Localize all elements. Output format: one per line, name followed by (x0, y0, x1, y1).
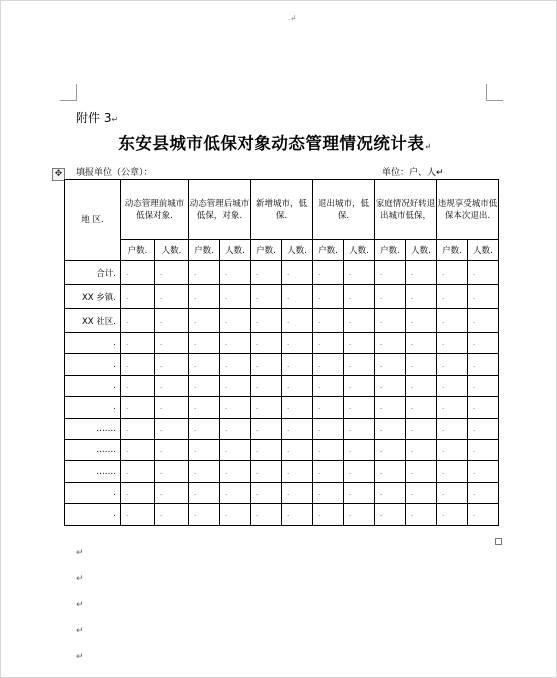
table-cell[interactable]: . (468, 309, 499, 333)
subheader-households: 户数. (437, 240, 468, 261)
table-cell[interactable]: . (344, 461, 375, 482)
table-row (65, 418, 499, 439)
attachment-text: 附件 3 (76, 111, 112, 125)
table-cell[interactable]: . (375, 375, 406, 396)
fill-unit-label: 填报单位（公章）： (76, 168, 153, 178)
table-resize-handle[interactable] (495, 538, 502, 545)
table-cell[interactable]: . (220, 461, 251, 482)
table-cell[interactable]: . (282, 261, 313, 285)
table-cell[interactable]: . (375, 482, 406, 503)
table-cell[interactable]: . (406, 333, 437, 354)
table-cell[interactable]: . (375, 397, 406, 418)
subheader-people: 人数. (155, 240, 189, 261)
row-label: ……. (65, 418, 121, 439)
table-cell[interactable]: . (344, 482, 375, 503)
table-cell[interactable]: . (468, 439, 499, 460)
table-cell[interactable]: . (344, 285, 375, 309)
subheader-people: 人数. (344, 240, 375, 261)
row-label: . (65, 354, 121, 375)
table-cell[interactable]: . (251, 482, 282, 503)
table-cell[interactable]: . (155, 285, 189, 309)
table-cell[interactable]: . (220, 285, 251, 309)
table-cell[interactable]: . (437, 482, 468, 503)
table-cell[interactable]: . (406, 375, 437, 396)
table-row (65, 285, 499, 309)
table-cell[interactable]: . (468, 504, 499, 525)
row-label: . (65, 375, 121, 396)
table-cell[interactable]: . (313, 309, 344, 333)
table-cell[interactable]: . (189, 461, 220, 482)
table-cell[interactable]: . (220, 309, 251, 333)
attachment-label (76, 109, 118, 126)
table-cell[interactable]: . (155, 333, 189, 354)
table-cell[interactable]: . (375, 309, 406, 333)
table-cell[interactable]: . (344, 333, 375, 354)
table-cell[interactable]: . (437, 375, 468, 396)
table-cell[interactable]: . (121, 439, 155, 460)
table-cell[interactable]: . (437, 354, 468, 375)
table-row (65, 504, 499, 525)
table-cell[interactable]: . (468, 397, 499, 418)
table-header-row (65, 180, 499, 240)
table-row (65, 461, 499, 482)
table-cell[interactable]: . (251, 418, 282, 439)
table-cell[interactable]: . (468, 461, 499, 482)
table-cell[interactable]: . (375, 261, 406, 285)
table-cell[interactable]: . (282, 285, 313, 309)
table-cell[interactable]: . (313, 504, 344, 525)
header-group: 违规享受城市低保本次退出. (437, 180, 499, 240)
table-cell[interactable]: . (155, 461, 189, 482)
table-cell[interactable]: . (155, 375, 189, 396)
table-cell[interactable]: . (189, 375, 220, 396)
table-cell[interactable]: . (121, 504, 155, 525)
table-cell[interactable]: . (121, 375, 155, 396)
table-cell[interactable]: . (406, 461, 437, 482)
table-cell[interactable]: . (220, 354, 251, 375)
table-cell[interactable]: . (437, 261, 468, 285)
table-cell[interactable]: . (406, 397, 437, 418)
header-group: 新增城市，低保. (251, 180, 313, 240)
row-label: . (65, 397, 121, 418)
table-cell[interactable]: . (155, 482, 189, 503)
row-label: XX 社区. (65, 309, 121, 333)
table-cell[interactable]: . (121, 309, 155, 333)
table-cell[interactable]: . (406, 285, 437, 309)
subheader-households: 户数. (375, 240, 406, 261)
table-cell[interactable]: . (313, 333, 344, 354)
table-cell[interactable]: . (313, 397, 344, 418)
table-cell[interactable]: . (313, 261, 344, 285)
table-row (65, 439, 499, 460)
paragraph-mark: ↵ (76, 600, 84, 610)
paragraph-mark: ↵ (76, 652, 84, 662)
table-cell[interactable]: . (375, 439, 406, 460)
table-cell[interactable]: . (437, 285, 468, 309)
table-cell[interactable]: . (282, 354, 313, 375)
table-cell[interactable]: . (189, 333, 220, 354)
table-cell[interactable]: . (468, 261, 499, 285)
table-cell[interactable]: . (437, 504, 468, 525)
table-cell[interactable]: . (220, 504, 251, 525)
table-cell[interactable]: . (375, 285, 406, 309)
table-cell[interactable]: . (282, 333, 313, 354)
table-cell[interactable]: . (220, 482, 251, 503)
table-cell[interactable]: . (121, 261, 155, 285)
table-cell[interactable]: . (468, 375, 499, 396)
table-cell[interactable]: . (406, 261, 437, 285)
table-cell[interactable]: . (121, 333, 155, 354)
table-cell[interactable]: . (282, 397, 313, 418)
table-row (65, 375, 499, 396)
table-cell[interactable]: . (220, 418, 251, 439)
table-cell[interactable]: . (313, 285, 344, 309)
table-row (65, 261, 499, 285)
table-cell[interactable]: . (189, 354, 220, 375)
table-cell[interactable]: . (251, 309, 282, 333)
table-cell[interactable]: . (313, 439, 344, 460)
table-cell[interactable]: . (313, 461, 344, 482)
row-label: 合计. (65, 261, 121, 285)
table-cell[interactable]: . (220, 333, 251, 354)
row-label: . (65, 482, 121, 503)
table-cell[interactable]: . (437, 309, 468, 333)
header-region: 地 区. (65, 180, 121, 261)
crop-mark-top-left (60, 84, 77, 101)
row-label: ……. (65, 439, 121, 460)
subheader-people: 人数. (282, 240, 313, 261)
table-cell[interactable]: . (121, 285, 155, 309)
header-group: 退出城市，低保. (313, 180, 375, 240)
crop-mark-top-right (486, 84, 503, 101)
table-cell[interactable]: . (251, 285, 282, 309)
header-group: 动态管理后城市低保，对象. (189, 180, 251, 240)
table-cell[interactable]: . (344, 375, 375, 396)
table-cell[interactable]: . (155, 309, 189, 333)
unit-label: 单位：户、人↵ (382, 168, 444, 178)
table-cell[interactable]: . (468, 354, 499, 375)
table-cell[interactable]: . (251, 439, 282, 460)
document-title (60, 130, 490, 154)
table-cell[interactable]: . (437, 333, 468, 354)
table-cell[interactable]: . (406, 439, 437, 460)
table-cell[interactable]: . (406, 504, 437, 525)
table-cell[interactable]: . (437, 439, 468, 460)
table-cell[interactable]: . (313, 418, 344, 439)
table-cell[interactable]: . (282, 504, 313, 525)
table-cell[interactable]: . (251, 333, 282, 354)
table-row (65, 354, 499, 375)
subheader-people: 人数. (406, 240, 437, 261)
table-cell[interactable]: . (189, 504, 220, 525)
table-cell[interactable]: . (406, 418, 437, 439)
table-cell[interactable]: . (155, 439, 189, 460)
header-group: 动态管理前城市低保对象. (121, 180, 189, 240)
table-cell[interactable]: . (155, 418, 189, 439)
header-group: 家庭情况好转退出城市低保， (375, 180, 437, 240)
table-cell[interactable]: . (375, 461, 406, 482)
table-cell[interactable]: . (220, 397, 251, 418)
paragraph-mark: ↵ (111, 115, 119, 124)
paragraph-mark: ↵ (76, 626, 84, 636)
table-cell[interactable]: . (220, 261, 251, 285)
table-row (65, 482, 499, 503)
table-cell[interactable]: . (251, 397, 282, 418)
table-cell[interactable]: . (344, 439, 375, 460)
table-cell[interactable]: . (121, 461, 155, 482)
table-cell[interactable]: . (121, 397, 155, 418)
table-cell[interactable]: . (313, 354, 344, 375)
table-subheader-row (65, 240, 499, 261)
subheader-households: 户数. (251, 240, 282, 261)
table-cell[interactable]: . (375, 333, 406, 354)
title-text: 东安县城市低保对象动态管理情况统计表 (118, 134, 425, 153)
table-row (65, 333, 499, 354)
table-cell[interactable]: . (375, 354, 406, 375)
table-cell[interactable]: . (251, 354, 282, 375)
table-cell[interactable]: . (468, 482, 499, 503)
table-cell[interactable]: . (189, 309, 220, 333)
subheader-people: 人数. (468, 240, 499, 261)
subheader-households: 户数. (189, 240, 220, 261)
table-body (65, 180, 499, 526)
table-cell[interactable]: . (189, 439, 220, 460)
table-cell[interactable]: . (155, 397, 189, 418)
table-cell[interactable]: . (155, 504, 189, 525)
table-cell[interactable]: . (282, 418, 313, 439)
table-cell[interactable]: . (155, 261, 189, 285)
statistics-table (64, 179, 499, 526)
table-cell[interactable]: . (344, 261, 375, 285)
table-row (65, 397, 499, 418)
table-cell[interactable]: . (344, 418, 375, 439)
table-cell[interactable]: . (121, 354, 155, 375)
header-mark: .↲ (288, 14, 297, 22)
subheader-people: 人数. (220, 240, 251, 261)
row-label: . (65, 333, 121, 354)
table-cell[interactable]: . (313, 375, 344, 396)
table-cell[interactable]: . (344, 397, 375, 418)
table-cell[interactable]: . (437, 461, 468, 482)
table-cell[interactable]: . (251, 504, 282, 525)
table-cell[interactable]: . (251, 461, 282, 482)
table-cell[interactable]: . (189, 285, 220, 309)
table-cell[interactable]: . (468, 285, 499, 309)
table-cell[interactable]: . (220, 439, 251, 460)
paragraph-mark: ↵ (76, 574, 84, 584)
table-cell[interactable]: . (468, 418, 499, 439)
table-cell[interactable]: . (282, 482, 313, 503)
table-cell[interactable]: . (155, 354, 189, 375)
table-cell[interactable]: . (121, 418, 155, 439)
table-cell[interactable]: . (344, 504, 375, 525)
table-cell[interactable]: . (251, 375, 282, 396)
table-cell[interactable]: . (251, 261, 282, 285)
table-cell[interactable]: . (344, 309, 375, 333)
table-cell[interactable]: . (437, 418, 468, 439)
table-cell[interactable]: . (375, 418, 406, 439)
table-cell[interactable]: . (468, 333, 499, 354)
table-cell[interactable]: . (189, 397, 220, 418)
table-cell[interactable]: . (406, 309, 437, 333)
table-cell[interactable]: . (189, 261, 220, 285)
subheader-households: 户数. (313, 240, 344, 261)
table-cell[interactable]: . (406, 354, 437, 375)
table-cell[interactable]: . (282, 461, 313, 482)
table-cell[interactable]: . (121, 482, 155, 503)
row-label: . (65, 504, 121, 525)
paragraph-mark: ↵ (76, 548, 84, 558)
table-cell[interactable]: . (437, 397, 468, 418)
paragraph-mark: ↵ (424, 141, 432, 151)
table-move-handle-icon[interactable]: ✥ (52, 168, 65, 181)
table-cell[interactable]: . (313, 482, 344, 503)
subheader-households: 户数. (121, 240, 155, 261)
table-cell[interactable]: . (282, 375, 313, 396)
table-cell[interactable]: . (375, 504, 406, 525)
row-label: ……. (65, 461, 121, 482)
table-row (65, 309, 499, 333)
table-cell[interactable]: . (406, 482, 437, 503)
table-cell[interactable]: . (282, 309, 313, 333)
table-cell[interactable]: . (220, 375, 251, 396)
table-cell[interactable]: . (282, 439, 313, 460)
table-cell[interactable]: . (344, 354, 375, 375)
table-cell[interactable]: . (189, 482, 220, 503)
table-cell[interactable]: . (189, 418, 220, 439)
row-label: XX 乡镇. (65, 285, 121, 309)
